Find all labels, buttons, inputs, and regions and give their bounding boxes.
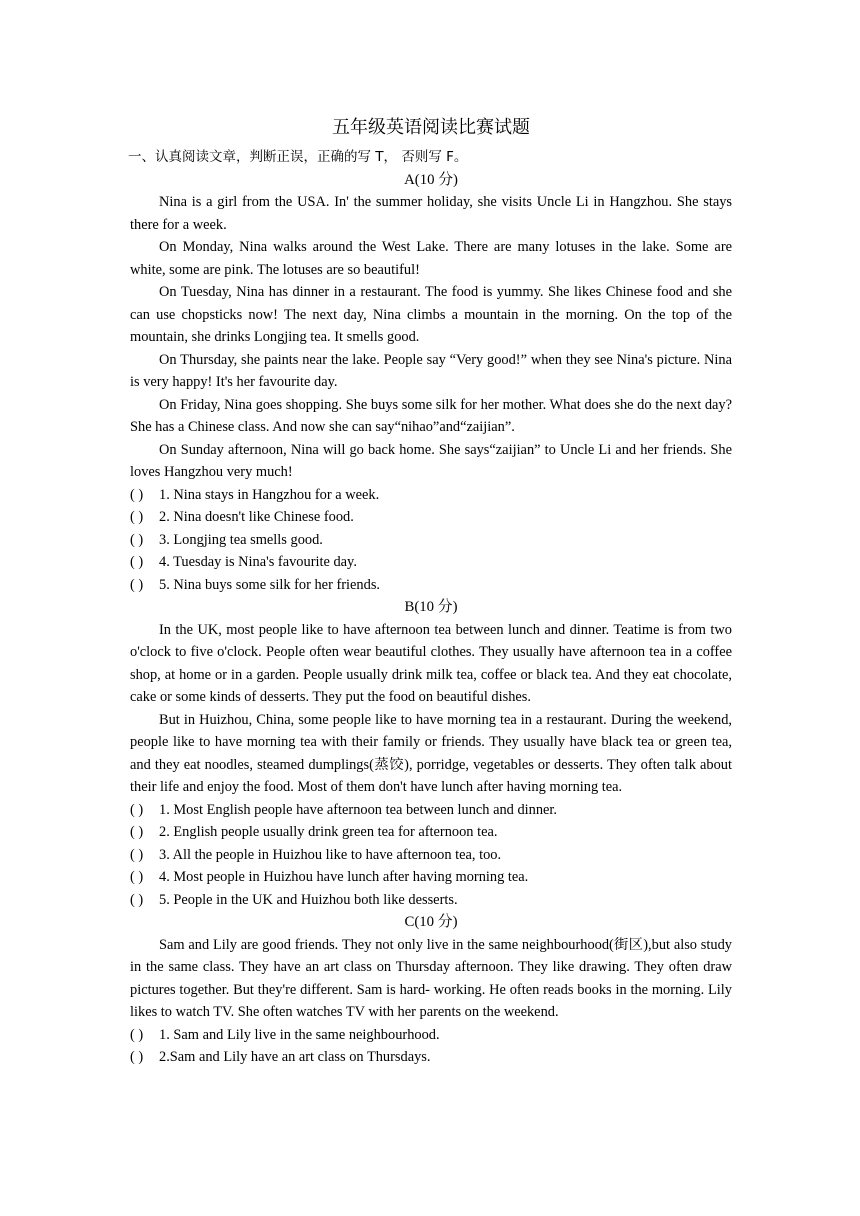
exam-page <box>130 110 732 1069</box>
question-text: 2. Nina doesn't like Chinese food. <box>159 509 354 525</box>
question-text: 1. Nina stays in Hangzhou for a week. <box>159 486 380 503</box>
question-item <box>130 889 732 912</box>
question-item <box>130 799 732 822</box>
question-item <box>130 551 732 574</box>
question-text: 1. Most English people have afternoon tea between lunch and dinner. <box>159 801 558 818</box>
question-item <box>130 506 732 529</box>
section-heading: C(10 分) <box>404 914 458 930</box>
answer-blank[interactable]: ( ) <box>130 531 144 548</box>
question-item <box>130 1024 732 1047</box>
answer-blank[interactable]: ( ) <box>130 869 144 885</box>
question-text: 1. Sam and Lily live in the same neighbourhood. <box>159 1026 440 1043</box>
answer-blank[interactable]: ( ) <box>130 576 144 593</box>
question-text: 4. Tuesday is Nina's favourite day. <box>159 554 357 570</box>
question-item <box>130 821 732 844</box>
answer-blank[interactable]: ( ) <box>130 1026 144 1043</box>
answer-blank[interactable]: ( ) <box>130 824 144 840</box>
section-b <box>130 596 732 911</box>
section-a <box>130 169 732 597</box>
answer-blank[interactable]: ( ) <box>130 801 144 818</box>
question-text: 2. English people usually drink green tea for afternoon tea. <box>159 824 498 840</box>
question-text: 5. Nina buys some silk for her friends. <box>159 576 381 593</box>
question-item <box>130 529 732 552</box>
instruction: 一、认真阅读文章，判断正误，正确的写 T， 否则写 F。 <box>128 149 468 165</box>
answer-blank[interactable]: ( ) <box>130 509 144 525</box>
paragraph: In the UK, most people like to have afternoon tea between lunch and dinner. Teatime is from two o'clock to five o'clock. People often wear beautiful clothes. They usually have afternoon tea in a coffee shop, at home or in a garden. People usually drink milk tea, coffee or black tea. And they eat chocolate, cake or some kinds of desserts. They put the food on beautiful dishes. <box>130 621 732 705</box>
answer-blank[interactable]: ( ) <box>130 891 144 908</box>
question-text: 4. Most people in Huizhou have lunch after having morning tea. <box>159 869 529 885</box>
question-item <box>130 1046 732 1069</box>
question-text: 2.Sam and Lily have an art class on Thursdays. <box>159 1049 431 1065</box>
paragraph: On Tuesday, Nina has dinner in a restaurant. The food is yummy. She likes Chinese food and she can use chopsticks now! The next day, Nina climbs a mountain in the morning. On the top of the mountain, she drinks Longjing tea. It smells good. <box>130 284 732 345</box>
paragraph: On Monday, Nina walks around the West Lake. There are many lotuses in the lake. Some are white, some are pink. The lotuses are so beautiful! <box>130 239 732 278</box>
question-text: 3. All the people in Huizhou like to have afternoon tea, too. <box>159 846 502 863</box>
answer-blank[interactable]: ( ) <box>130 1049 144 1065</box>
question-text: 3. Longjing tea smells good. <box>159 531 323 548</box>
answer-blank[interactable]: ( ) <box>130 554 144 570</box>
question-item <box>130 844 732 867</box>
question-item <box>130 484 732 507</box>
paragraph: On Friday, Nina goes shopping. She buys some silk for her mother. What does she do the next day? She has a Chinese class. And now she can say“nihao”and“zaijian”. <box>130 396 732 435</box>
paragraph: But in Huizhou, China, some people like to have morning tea in a restaurant. During the weekend, people like to have morning tea with their family or friends. They usually have black tea or green tea, and they eat noodles, steamed dumplings(蒸饺), porridge, vegetables or desserts. They often talk about their life and enjoy the food. Most of them don't have lunch after having morning tea. <box>130 711 732 795</box>
question-item <box>130 866 732 889</box>
paragraph: On Thursday, she paints near the lake. People say “Very good!” when they see Nina's picture. Nina is very happy! It's her favourite day. <box>130 351 732 390</box>
answer-blank[interactable]: ( ) <box>130 486 144 503</box>
paragraph: Sam and Lily are good friends. They not only live in the same neighbourhood(街区),but also study in the same class. They have an art class on Thursday afternoon. They like drawing. They often draw pictures together. But they're different. Sam is hard- working. He often reads books in the morning. Lily likes to watch TV. She often watches TV with her parents on the weekend. <box>130 936 732 1020</box>
page-title: 五年级英语阅读比赛试题 <box>332 117 530 138</box>
paragraph: Nina is a girl from the USA. In' the summer holiday, she visits Uncle Li in Hangzhou. She stays there for a week. <box>130 194 732 233</box>
answer-blank[interactable]: ( ) <box>130 846 144 863</box>
question-item <box>130 574 732 597</box>
section-heading: B(10 分) <box>404 599 458 615</box>
paragraph: On Sunday afternoon, Nina will go back home. She says“zaijian” to Uncle Li and her friends. She loves Hangzhou very much! <box>130 441 732 480</box>
question-text: 5. People in the UK and Huizhou both like desserts. <box>159 891 458 908</box>
section-c <box>130 911 732 1069</box>
section-heading: A(10 分) <box>404 171 458 188</box>
